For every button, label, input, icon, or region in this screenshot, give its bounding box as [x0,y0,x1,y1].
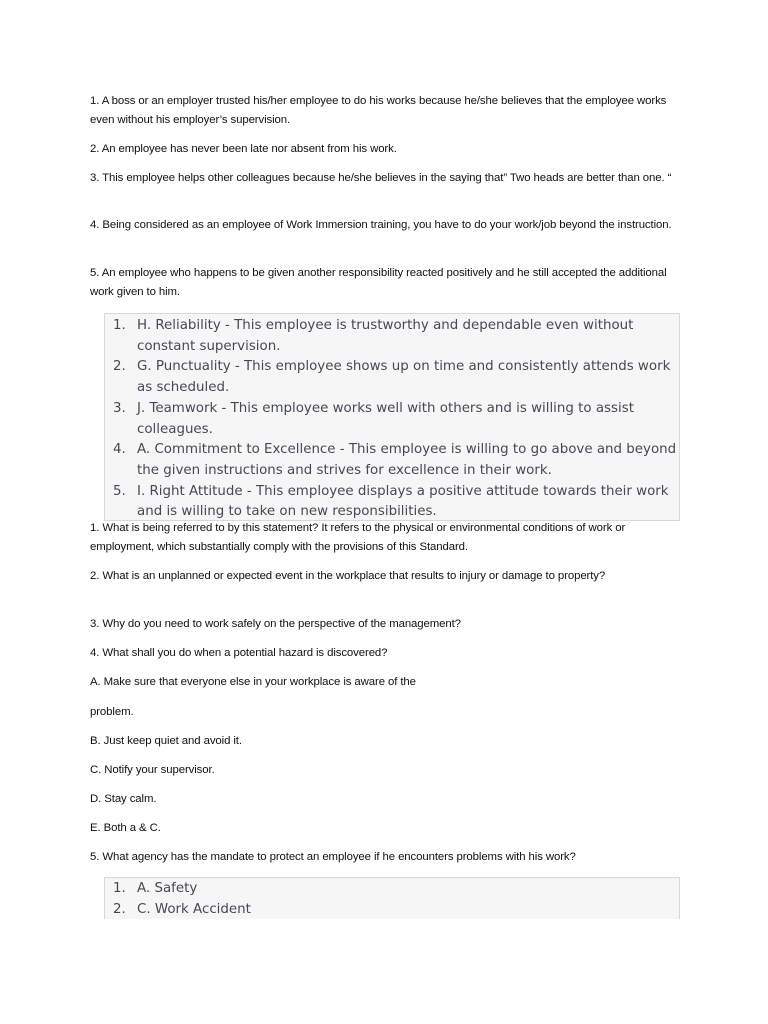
option-a-continued: problem. [90,706,134,718]
answer-item [105,482,679,521]
answer-item [105,900,679,919]
question-6: 1. What is being referred to by this statement? It refers to the physical or environmental conditions of work or employment, which substantially comply with the provisions of this Standard. [90,522,626,553]
option-d: D. Stay calm. [90,793,157,805]
question-4: 4. Being considered as an employee of Work Immersion training, you have to do your work/job beyond the instruction. [90,219,672,231]
answer-text: J. Teamwork - This employee works well with others and is willing to assist colleagues. [137,400,634,437]
answer-box-1 [104,313,680,521]
option-b: B. Just keep quiet and avoid it. [90,735,242,747]
option-e: E. Both a & C. [90,822,161,834]
answer-list-1 [105,316,679,521]
option-c: C. Notify your supervisor. [90,764,215,776]
question-1: 1. A boss or an employer trusted his/her employee to do his works because he/she believes that the employee works even without his employer’s supervision. [90,95,667,126]
question-2: 2. An employee has never been late nor absent from his work. [90,143,397,155]
answer-text: C. Work Accident [137,901,251,917]
answer-text: A. Commitment to Excellence - This employee is willing to go above and beyond the given instructions and strives for excellence in their work. [137,442,677,478]
answer-text: I. Right Attitude - This employee displays a positive attitude towards their work and is willing to take on new responsibilities. [137,483,669,520]
answer-item [105,399,679,440]
answer-number: 2. [113,901,126,917]
answer-text: G. Punctuality - This employee shows up on time and consistently attends work as scheduled. [137,359,671,396]
answer-number: 3. [113,400,126,416]
answer-number: 1. [113,318,126,333]
answer-item [105,316,679,357]
answer-list-2 [105,879,679,919]
question-7: 2. What is an unplanned or expected event in the workplace that results to injury or damage to property? [90,570,606,582]
question-9: 4. What shall you do when a potential hazard is discovered? [90,647,388,659]
question-10: 5. What agency has the mandate to protect an employee if he encounters problems with his work? [90,851,576,863]
answer-text: H. Reliability - This employee is trustworthy and dependable even without constant supervision. [137,318,634,354]
answer-box-2 [104,877,680,919]
answer-number: 2. [113,359,126,375]
answer-item [105,440,679,481]
answer-text: A. Safety [137,881,198,896]
answer-number: 4. [113,442,126,458]
question-5: 5. An employee who happens to be given another responsibility reacted positively and he still accepted the additional work given to him. [90,267,667,298]
answer-item [105,879,679,900]
question-8: 3. Why do you need to work safely on the perspective of the management? [90,618,461,630]
answer-number: 5. [113,483,126,499]
answer-number: 1. [113,881,126,896]
answer-item [105,357,679,398]
question-3: 3. This employee helps other colleagues because he/she believes in the saying that” Two heads are better than one. “ [90,172,672,184]
option-a: A. Make sure that everyone else in your workplace is aware of the [90,676,416,688]
